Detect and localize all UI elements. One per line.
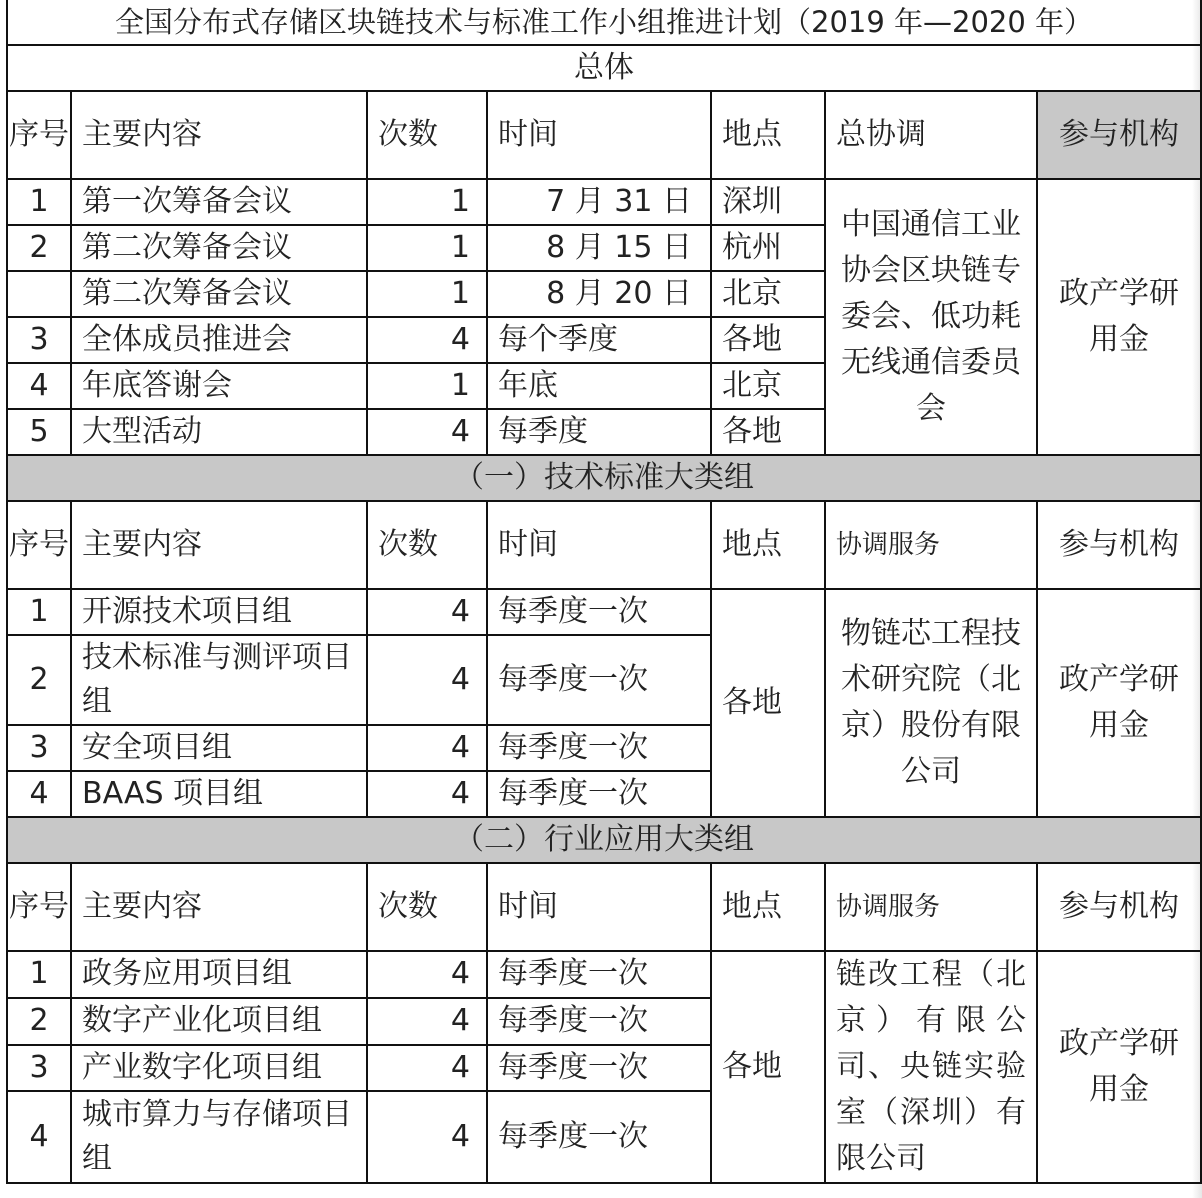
header-coordinator: 总协调 bbox=[825, 91, 1037, 179]
row-time: 每季度一次 bbox=[487, 635, 711, 725]
row-count: 4 bbox=[367, 1045, 487, 1092]
header-coord-service: 协调服务 bbox=[825, 501, 1037, 589]
row-content: 政务应用项目组 bbox=[71, 951, 367, 998]
row-seq: 2 bbox=[7, 998, 71, 1045]
row-time: 年底 bbox=[487, 363, 711, 409]
row-seq: 4 bbox=[7, 1091, 71, 1183]
header-count: 次数 bbox=[367, 501, 487, 589]
header-content: 主要内容 bbox=[71, 863, 367, 951]
row-place: 杭州 bbox=[711, 225, 825, 271]
header-participants: 参与机构 bbox=[1037, 863, 1201, 951]
row-time: 7 月 31 日 bbox=[487, 179, 711, 225]
row-count: 1 bbox=[367, 271, 487, 317]
table-row bbox=[7, 589, 1201, 635]
row-content: 数字产业化项目组 bbox=[71, 998, 367, 1045]
row-count: 1 bbox=[367, 363, 487, 409]
row-count: 4 bbox=[367, 589, 487, 635]
row-count: 1 bbox=[367, 179, 487, 225]
header-coord-service: 协调服务 bbox=[825, 863, 1037, 951]
row-seq: 3 bbox=[7, 725, 71, 771]
row-place: 各地 bbox=[711, 409, 825, 455]
row-place: 深圳 bbox=[711, 179, 825, 225]
row-count: 4 bbox=[367, 998, 487, 1045]
header-row-overall bbox=[7, 91, 1201, 179]
header-place: 地点 bbox=[711, 501, 825, 589]
row-seq bbox=[7, 271, 71, 317]
group2-place: 各地 bbox=[711, 951, 825, 1183]
row-time: 每季度 bbox=[487, 409, 711, 455]
row-seq: 1 bbox=[7, 951, 71, 998]
header-participants: 参与机构 bbox=[1037, 91, 1201, 179]
row-time: 每季度一次 bbox=[487, 771, 711, 817]
header-seq: 序号 bbox=[7, 501, 71, 589]
section-overall-title: 总体 bbox=[7, 45, 1201, 91]
overall-coordinator: 中国通信工业协会区块链专委会、低功耗无线通信委员会 bbox=[825, 179, 1037, 455]
section-group2-title: （二）行业应用大类组 bbox=[7, 817, 1201, 863]
header-row-group1 bbox=[7, 501, 1201, 589]
plan-document bbox=[6, 0, 1200, 1184]
row-place: 北京 bbox=[711, 363, 825, 409]
row-time: 每季度一次 bbox=[487, 1091, 711, 1183]
group2-coordinator: 链改工程（北京）有限公司、央链实验室（深圳）有限公司 bbox=[825, 951, 1037, 1183]
header-time: 时间 bbox=[487, 501, 711, 589]
row-time: 每季度一次 bbox=[487, 589, 711, 635]
header-seq: 序号 bbox=[7, 863, 71, 951]
row-content: 大型活动 bbox=[71, 409, 367, 455]
header-time: 时间 bbox=[487, 91, 711, 179]
header-content: 主要内容 bbox=[71, 91, 367, 179]
header-time: 时间 bbox=[487, 863, 711, 951]
header-count: 次数 bbox=[367, 863, 487, 951]
row-time: 每季度一次 bbox=[487, 725, 711, 771]
row-place: 北京 bbox=[711, 271, 825, 317]
row-seq: 5 bbox=[7, 409, 71, 455]
row-seq: 2 bbox=[7, 225, 71, 271]
row-time: 8 月 20 日 bbox=[487, 271, 711, 317]
row-seq: 3 bbox=[7, 1045, 71, 1092]
row-content: 产业数字化项目组 bbox=[71, 1045, 367, 1092]
table-row bbox=[7, 951, 1201, 998]
header-place: 地点 bbox=[711, 863, 825, 951]
row-count: 4 bbox=[367, 725, 487, 771]
row-time: 每季度一次 bbox=[487, 998, 711, 1045]
row-seq: 4 bbox=[7, 771, 71, 817]
row-seq: 1 bbox=[7, 179, 71, 225]
row-count: 4 bbox=[367, 635, 487, 725]
row-seq: 3 bbox=[7, 317, 71, 363]
row-content: 第二次筹备会议 bbox=[71, 271, 367, 317]
row-content: 城市算力与存储项目组 bbox=[71, 1091, 367, 1183]
section-group1-title: （一）技术标准大类组 bbox=[7, 455, 1201, 501]
table-title: 全国分布式存储区块链技术与标准工作小组推进计划（2019 年—2020 年） bbox=[7, 0, 1201, 45]
row-count: 4 bbox=[367, 409, 487, 455]
row-time: 每季度一次 bbox=[487, 1045, 711, 1092]
group2-participants: 政产学研用金 bbox=[1037, 951, 1201, 1183]
row-time: 8 月 15 日 bbox=[487, 225, 711, 271]
plan-table bbox=[6, 0, 1202, 1184]
header-count: 次数 bbox=[367, 91, 487, 179]
header-participants: 参与机构 bbox=[1037, 501, 1201, 589]
row-content: 第一次筹备会议 bbox=[71, 179, 367, 225]
table-row bbox=[7, 179, 1201, 225]
group1-place: 各地 bbox=[711, 589, 825, 817]
header-place: 地点 bbox=[711, 91, 825, 179]
row-content: BAAS 项目组 bbox=[71, 771, 367, 817]
header-content: 主要内容 bbox=[71, 501, 367, 589]
row-count: 4 bbox=[367, 951, 487, 998]
overall-participants: 政产学研用金 bbox=[1037, 179, 1201, 455]
row-content: 年底答谢会 bbox=[71, 363, 367, 409]
row-seq: 1 bbox=[7, 589, 71, 635]
row-seq: 2 bbox=[7, 635, 71, 725]
row-time: 每个季度 bbox=[487, 317, 711, 363]
row-count: 4 bbox=[367, 1091, 487, 1183]
group1-participants: 政产学研用金 bbox=[1037, 589, 1201, 817]
group1-coordinator: 物链芯工程技术研究院（北京）股份有限公司 bbox=[825, 589, 1037, 817]
row-content: 开源技术项目组 bbox=[71, 589, 367, 635]
row-count: 1 bbox=[367, 225, 487, 271]
row-time: 每季度一次 bbox=[487, 951, 711, 998]
row-place: 各地 bbox=[711, 317, 825, 363]
header-row-group2 bbox=[7, 863, 1201, 951]
row-content: 技术标准与测评项目组 bbox=[71, 635, 367, 725]
row-count: 4 bbox=[367, 317, 487, 363]
row-seq: 4 bbox=[7, 363, 71, 409]
header-seq: 序号 bbox=[7, 91, 71, 179]
row-content: 第二次筹备会议 bbox=[71, 225, 367, 271]
row-content: 全体成员推进会 bbox=[71, 317, 367, 363]
row-count: 4 bbox=[367, 771, 487, 817]
row-content: 安全项目组 bbox=[71, 725, 367, 771]
